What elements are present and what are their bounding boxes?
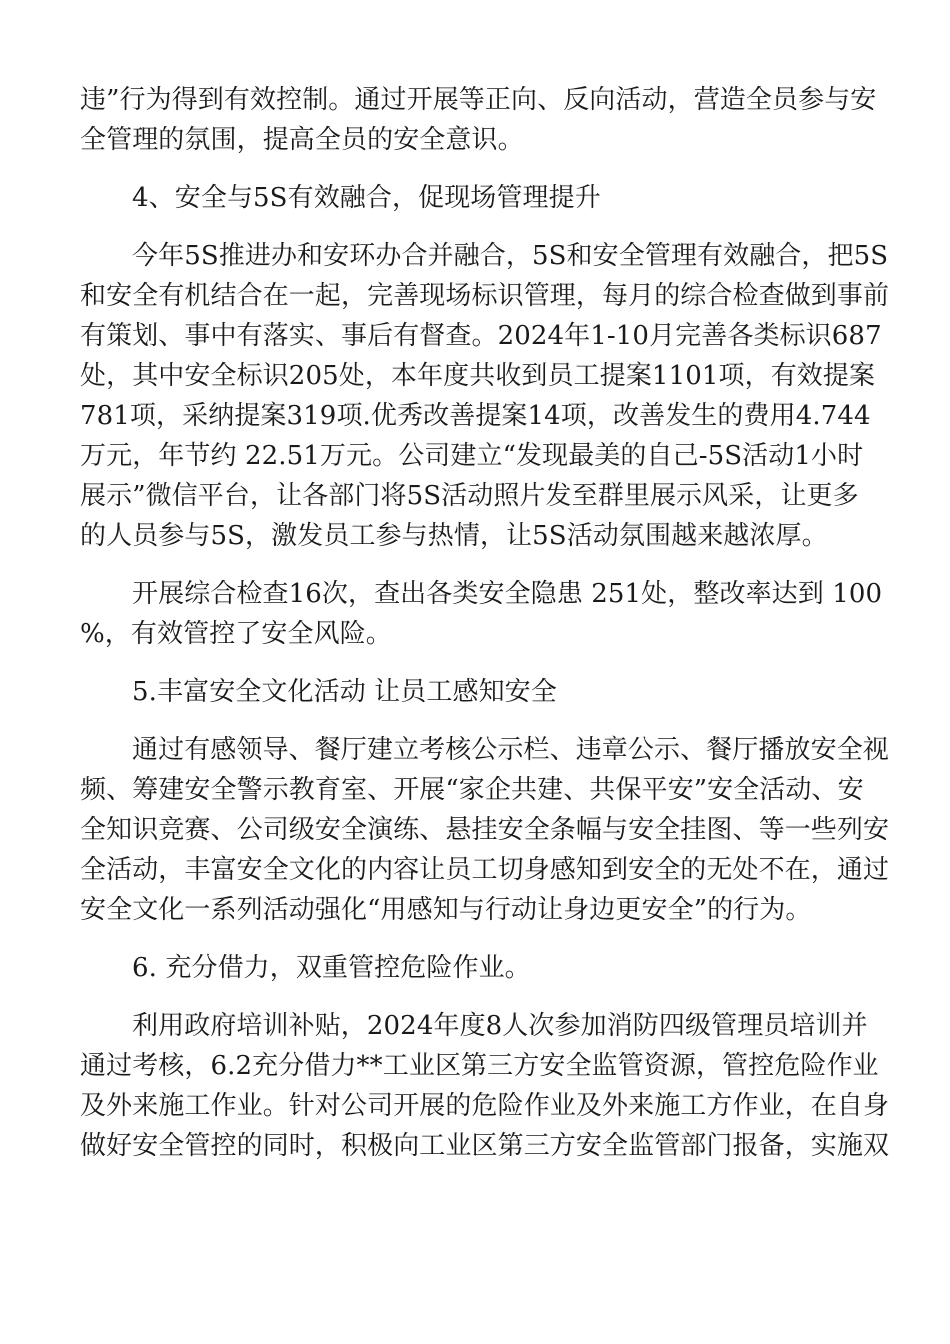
text-line: 违”行为得到有效控制。通过开展等正向、反向活动，营造全员参与安 <box>80 85 877 115</box>
text-line: 利用政府培训补贴，2024年度8人次参加消防四级管理员培训并 <box>132 1011 868 1041</box>
section-heading: 6. 充分借力，双重管控危险作业。 <box>132 953 531 983</box>
heading-safety-culture <box>80 672 872 712</box>
text-line: 展示”微信平台，让各部门将5S活动照片发至群里展示风采，让更多 <box>80 481 859 511</box>
section-heading: 5.丰富安全文化活动 让员工感知安全 <box>132 677 557 707</box>
text-line: 万元，年节约 22.51万元。公司建立“发现最美的自己-5S活动1小时 <box>80 441 864 471</box>
text-line: 的人员参与5S，激发员工参与热情，让5S活动氛围越来越浓厚。 <box>80 521 828 551</box>
text-line: 处，其中安全标识205处，本年度共收到员工提案1101项，有效提案 <box>80 361 876 391</box>
paragraph-dual-control <box>80 1006 890 1166</box>
text-line: 781项，采纳提案319项.优秀改善提案14项，改善发生的费用4.744 <box>80 401 871 431</box>
paragraph-safety-culture <box>80 730 890 930</box>
document-page <box>80 80 890 1166</box>
text-line: 频、筹建安全警示教育室、开展“家企共建、共保平安”安全活动、安 <box>80 775 864 805</box>
text-line: 做好安全管控的同时，积极向工业区第三方安全监管部门报备，实施双 <box>80 1131 890 1161</box>
paragraph-5s-details <box>80 236 890 556</box>
text-line: 和安全有机结合在一起，完善现场标识管理，每月的综合检查做到事前 <box>80 281 890 311</box>
text-line: 通过有感领导、餐厅建立考核公示栏、违章公示、餐厅播放安全视 <box>132 735 889 765</box>
section-heading: 4、安全与5S有效融合，促现场管理提升 <box>132 183 601 213</box>
text-line: 全活动，丰富安全文化的内容让员工切身感知到安全的无处不在，通过 <box>80 855 890 885</box>
text-line: 安全文化一系列活动强化“用感知与行动让身边更安全”的行为。 <box>80 895 812 925</box>
text-line: 及外来施工作业。针对公司开展的危险作业及外来施工方作业，在自身 <box>80 1091 890 1121</box>
text-line: %，有效管控了安全风险。 <box>80 619 392 649</box>
text-line: 全管理的氛围，提高全员的安全意识。 <box>80 125 524 155</box>
heading-dual-control <box>80 948 872 988</box>
text-line: 通过考核，6.2充分借力**工业区第三方安全监管资源，管控危险作业 <box>80 1051 879 1081</box>
text-line: 有策划、事中有落实、事后有督查。2024年1-10月完善各类标识687 <box>80 321 882 351</box>
text-line: 开展综合检查16次，查出各类安全隐患 251处，整改率达到 100 <box>132 579 883 609</box>
heading-5s-integration <box>80 178 872 218</box>
paragraph-inspection <box>80 574 883 654</box>
text-line: 全知识竞赛、公司级安全演练、悬挂安全条幅与安全挂图、等一些列安 <box>80 815 890 845</box>
paragraph-behavior-control <box>80 80 877 160</box>
text-line: 今年5S推进办和安环办合并融合，5S和安全管理有效融合，把5S <box>132 241 889 271</box>
